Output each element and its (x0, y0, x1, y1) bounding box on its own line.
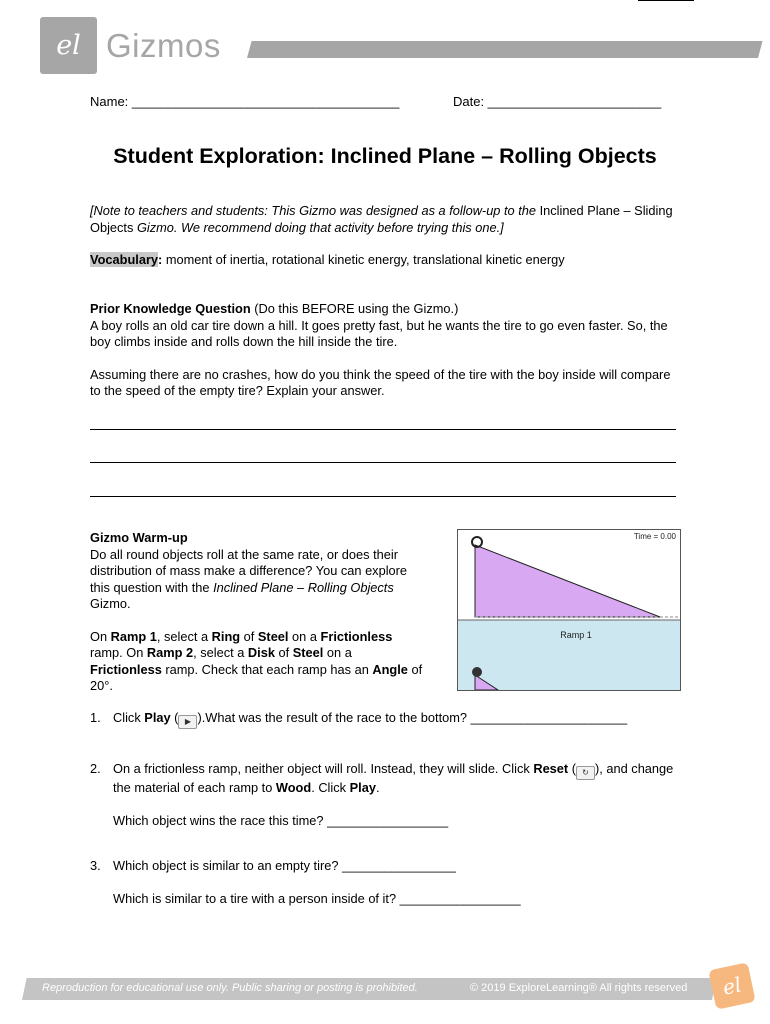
text: . Click (311, 780, 350, 795)
question-1 (90, 710, 690, 730)
note-part-2: Inclined Plane – Sliding Objects (90, 203, 673, 235)
header-bar (247, 41, 763, 58)
question-3 (90, 858, 690, 908)
teacher-note (90, 203, 682, 236)
page-title: Student Exploration: Inclined Plane – Rolling Objects (113, 144, 657, 168)
prior-heading-note: (Do this BEFORE using the Gizmo.) (250, 301, 459, 316)
disk: Disk (247, 645, 275, 660)
top-rule (638, 0, 694, 1)
answer-line[interactable] (90, 496, 676, 497)
warmup-text: Gizmo. (90, 596, 131, 611)
text: ).What was the result of the race to the bottom? ______________________ (197, 710, 628, 725)
disk-object (472, 667, 482, 677)
footer-logo: el (708, 962, 755, 1009)
frictionless: Frictionless (90, 661, 162, 677)
question-2 (90, 761, 690, 831)
footer-copyright: © 2019 ExploreLearning® All rights reserved (470, 982, 688, 994)
ramp-illustration (458, 530, 680, 690)
note-part-3: Gizmo. We recommend doing that activity before trying this one.] (133, 219, 504, 235)
logo-mark: el (56, 30, 81, 61)
answer-line[interactable] (90, 429, 676, 430)
prior-text-2: Assuming there are no crashes, how do you think the speed of the tire with the boy inside will compare to the speed of the empty tire? Explain your answer. (90, 366, 671, 398)
warmup-paragraph-1 (90, 547, 425, 613)
date-field[interactable]: Date: ________________________ (453, 94, 662, 109)
warmup-heading: Gizmo Warm-up (90, 530, 188, 545)
text: of 20°. (90, 661, 423, 693)
ramp1: Ramp 1 (110, 628, 157, 644)
vocabulary-colon: : (158, 252, 163, 267)
play-icon[interactable]: ▶ (178, 715, 197, 729)
question-number: 3. (90, 858, 101, 873)
text: ramp. Check that each ramp has an (161, 661, 373, 677)
text: ( (170, 710, 179, 725)
question-2-sub: Which object wins the race this time? _________________ (113, 812, 449, 828)
text: , select a (193, 645, 248, 660)
play-label: Play (349, 780, 376, 795)
text: . (375, 780, 380, 795)
answer-line[interactable] (90, 462, 676, 463)
question-3-sub: Which is similar to a tire with a person inside of it? _________________ (113, 890, 521, 906)
prior-heading: Prior Knowledge Question (90, 301, 251, 316)
text: , select a (156, 628, 212, 644)
angle: Angle (372, 661, 408, 677)
footer-disclaimer: Reproduction for educational use only. Public sharing or posting is prohibited. (42, 982, 418, 994)
vocabulary-terms: moment of inertia, rotational kinetic energy, translational kinetic energy (162, 252, 565, 267)
text: On (90, 628, 111, 644)
text: ), and change the material of each ramp to (113, 761, 674, 795)
reset-label: Reset (533, 761, 569, 776)
text: of (240, 628, 258, 644)
brand-name: Gizmos (106, 27, 221, 64)
wood-label: Wood (275, 780, 312, 795)
gizmo-warmup (90, 530, 425, 695)
frictionless: Frictionless (320, 628, 393, 644)
question-text (113, 858, 678, 907)
question-number: 2. (90, 761, 101, 776)
gizmo-name: Inclined Plane – Rolling Objects (213, 579, 394, 595)
question-text (113, 761, 678, 829)
vocabulary-label: Vocabulary (90, 252, 159, 267)
ramp-label: Ramp 1 (560, 630, 592, 640)
ring: Ring (211, 628, 241, 644)
text: ramp. On (90, 645, 147, 660)
steel: Steel (257, 628, 289, 644)
warmup-paragraph-2 (90, 629, 425, 695)
warmup-text: Do all round objects roll at the same rate, or does their distribution of mass make a difference? You can explore this question with the (90, 546, 408, 595)
name-field[interactable]: Name: _____________________________________ (90, 94, 400, 109)
question-text (113, 710, 678, 729)
prior-text-1: A boy rolls an old car tire down a hill. It goes pretty fast, but he wants the tire to go even faster. So, the boy climbs inside and rolls down the hill inside the tire. (90, 317, 668, 349)
steel: Steel (292, 645, 324, 660)
reset-icon[interactable]: ↻ (576, 766, 595, 780)
text: of (274, 645, 293, 660)
text: on a (288, 628, 321, 644)
text: On a frictionless ramp, neither object will roll. Instead, they will slide. Click (113, 761, 534, 776)
text: on a (323, 645, 352, 660)
play-label: Play (144, 710, 171, 725)
text: ( (568, 761, 577, 776)
time-readout: Time = 0.00 (633, 532, 676, 541)
vocabulary (90, 252, 682, 269)
text: Click (113, 710, 145, 725)
gizmo-screenshot (457, 529, 681, 691)
prior-knowledge (90, 301, 682, 400)
note-part-1: [Note to teachers and students: This Gizmo was designed as a follow-up to the (90, 203, 540, 218)
ramp2: Ramp 2 (146, 645, 194, 660)
text: Which object is similar to an empty tire? ________________ (113, 858, 456, 873)
question-number: 1. (90, 710, 101, 725)
